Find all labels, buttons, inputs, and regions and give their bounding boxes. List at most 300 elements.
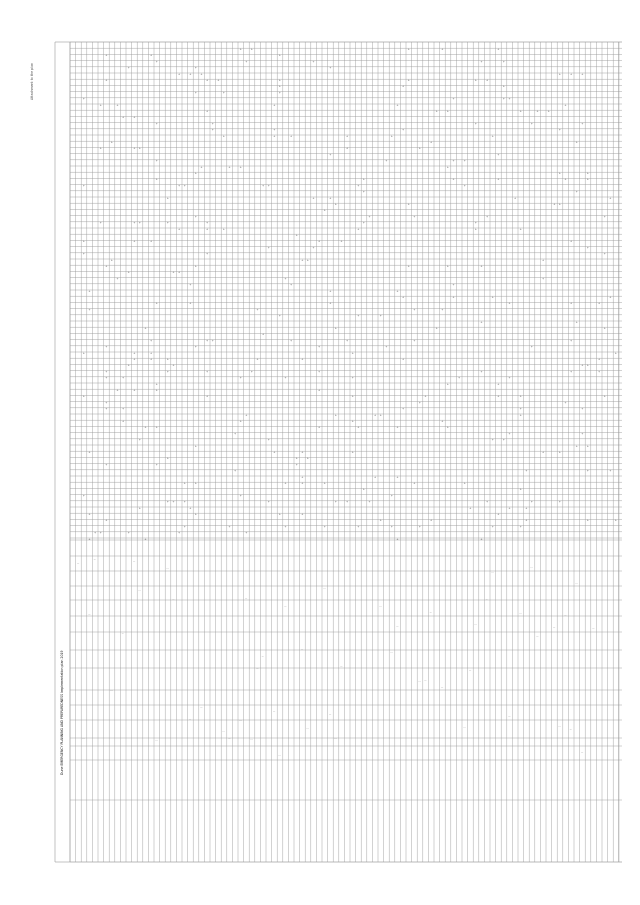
cell-mark: + — [323, 482, 326, 485]
cell-mark: + — [508, 302, 511, 306]
cell-mark: + — [603, 327, 606, 330]
cell-mark: + — [166, 370, 169, 374]
cell-mark: + — [262, 184, 265, 188]
cell-mark: + — [581, 122, 584, 126]
cell-mark: + — [88, 451, 91, 454]
cell-mark: + — [239, 376, 242, 380]
note-mark: ... — [328, 713, 332, 716]
cell-mark: + — [295, 234, 298, 237]
cell-mark: + — [306, 457, 309, 461]
cell-mark: + — [396, 426, 399, 430]
cell-mark: + — [435, 110, 438, 113]
cell-mark: + — [267, 500, 270, 504]
cell-mark: + — [122, 376, 125, 380]
note-mark: ... — [278, 754, 281, 757]
cell-mark: + — [329, 302, 332, 306]
cell-mark: + — [351, 451, 354, 454]
cell-mark: + — [122, 420, 125, 423]
note-mark: ... — [379, 605, 382, 608]
cell-mark: + — [491, 134, 494, 138]
cell-mark: + — [256, 358, 259, 361]
cell-mark: + — [463, 159, 466, 163]
cell-mark: + — [570, 339, 573, 343]
cell-mark: + — [295, 463, 298, 467]
cell-mark: + — [519, 488, 522, 492]
note-mark: ... — [463, 726, 466, 729]
cell-mark: + — [206, 339, 209, 343]
note-mark: ... — [110, 689, 113, 692]
cell-mark: + — [99, 531, 102, 535]
note-mark: ... — [530, 566, 533, 569]
cell-mark: + — [508, 97, 511, 101]
note-mark: ... — [569, 728, 573, 731]
cell-mark: + — [194, 265, 197, 268]
cell-mark: + — [480, 370, 483, 374]
cell-mark: + — [172, 500, 175, 504]
cell-mark: + — [362, 221, 365, 225]
cell-mark: + — [508, 376, 511, 380]
cell-mark: + — [150, 54, 153, 58]
note-mark: ... — [228, 737, 231, 740]
cell-mark: + — [452, 97, 455, 101]
cell-mark: + — [284, 482, 287, 485]
cell-mark: + — [474, 122, 477, 126]
cell-mark: + — [334, 203, 337, 206]
cell-mark: + — [116, 389, 119, 392]
cell-mark: + — [105, 54, 108, 58]
cell-mark: + — [105, 79, 108, 82]
cell-mark: + — [570, 302, 573, 306]
cell-mark: + — [581, 72, 584, 76]
cell-mark: + — [530, 500, 533, 504]
cell-mark: + — [194, 345, 197, 349]
cell-mark: + — [441, 308, 444, 312]
note-mark: ... — [166, 567, 169, 570]
cell-mark: + — [413, 308, 416, 312]
note-mark: ... — [519, 612, 522, 615]
cell-mark: + — [435, 327, 438, 330]
cell-mark: + — [586, 444, 589, 448]
cell-mark: + — [497, 382, 500, 386]
note-mark: ... — [121, 632, 125, 635]
cell-mark: + — [530, 122, 533, 126]
cell-mark: + — [122, 407, 125, 411]
cell-mark: + — [290, 339, 293, 343]
cell-mark: + — [346, 500, 349, 504]
cell-mark: + — [189, 72, 192, 76]
note-mark: ... — [580, 751, 584, 754]
cell-mark: + — [183, 525, 186, 529]
cell-mark: + — [312, 246, 315, 250]
cell-mark: + — [88, 308, 91, 312]
note-mark: ... — [491, 571, 494, 574]
cell-mark: + — [502, 60, 505, 64]
cell-mark: + — [273, 134, 276, 138]
cell-mark: + — [463, 184, 466, 188]
note-mark: ... — [440, 686, 444, 689]
approval-note: Attachment to the plan — [30, 62, 34, 100]
note-mark: ... — [132, 560, 136, 563]
cell-mark: + — [166, 457, 169, 461]
cell-mark: + — [402, 407, 405, 411]
cell-mark: + — [318, 426, 321, 430]
cell-mark: + — [508, 432, 511, 436]
cell-mark: + — [558, 172, 561, 175]
cell-mark: + — [323, 209, 326, 213]
cell-mark: + — [222, 134, 225, 138]
cell-mark: + — [138, 221, 141, 225]
note-mark: ... — [82, 737, 85, 740]
cell-mark: + — [256, 308, 259, 312]
cell-mark: + — [178, 72, 181, 76]
cell-mark: + — [189, 506, 192, 510]
cell-mark: + — [480, 320, 483, 324]
note-mark: ... — [340, 665, 343, 668]
cell-mark: + — [598, 370, 601, 374]
cell-mark: + — [155, 426, 158, 430]
cell-mark: + — [206, 370, 209, 374]
cell-mark: + — [575, 141, 578, 144]
cell-mark: + — [284, 525, 287, 529]
cell-mark: + — [334, 500, 337, 504]
cell-mark: + — [194, 66, 197, 70]
cell-mark: + — [318, 389, 321, 392]
cell-mark: + — [446, 165, 449, 169]
cell-mark: + — [206, 79, 209, 82]
cell-mark: + — [94, 531, 97, 535]
cell-mark: + — [144, 537, 147, 541]
cell-mark: + — [396, 475, 399, 479]
cell-mark: + — [441, 420, 444, 423]
cell-mark: + — [514, 196, 517, 200]
cell-mark: + — [267, 246, 270, 250]
note-mark: ... — [474, 623, 477, 626]
cell-mark: + — [155, 178, 158, 182]
cell-mark: + — [105, 463, 108, 467]
cell-mark: + — [301, 358, 304, 361]
cell-mark: + — [105, 401, 108, 405]
cell-mark: + — [239, 165, 242, 169]
note-mark: ... — [390, 651, 393, 654]
note-mark: ... — [188, 718, 192, 721]
cell-mark: + — [306, 258, 309, 262]
cell-mark: + — [402, 85, 405, 89]
note-mark: ... — [575, 582, 578, 585]
cell-mark: + — [273, 451, 276, 454]
note-mark: ... — [592, 627, 595, 630]
cell-mark: + — [351, 420, 354, 423]
note-mark: ... — [88, 613, 91, 616]
cell-mark: + — [312, 196, 315, 200]
cell-mark: + — [278, 314, 281, 318]
page-title: Dune EMERGENCY PLANNING AND PREPAREDNESS Implementation plan 2019 — [60, 650, 64, 775]
cell-mark: + — [334, 413, 337, 417]
cell-mark: + — [575, 320, 578, 324]
note-mark: ... — [138, 589, 141, 592]
note-mark: ... — [200, 706, 203, 709]
cell-mark: + — [138, 506, 141, 510]
cell-mark: + — [99, 147, 102, 151]
cell-mark: + — [105, 370, 108, 374]
cell-mark: + — [133, 147, 136, 151]
cell-mark: + — [614, 519, 617, 523]
cell-mark: + — [127, 531, 130, 535]
cell-mark: + — [357, 184, 360, 188]
cell-mark: + — [446, 426, 449, 430]
cell-mark: + — [542, 258, 545, 262]
cell-mark: + — [206, 110, 209, 113]
cell-mark: + — [558, 128, 561, 132]
cell-mark: + — [351, 351, 354, 355]
cell-mark: + — [290, 283, 293, 287]
cell-mark: + — [586, 172, 589, 175]
cell-mark: + — [586, 469, 589, 473]
cell-mark: + — [155, 159, 158, 163]
cell-mark: + — [245, 413, 248, 417]
cell-mark: + — [390, 134, 393, 138]
cell-mark: + — [183, 500, 186, 504]
cell-mark: + — [519, 407, 522, 411]
cell-mark: + — [166, 221, 169, 225]
cell-mark: + — [346, 147, 349, 151]
cell-mark: + — [402, 296, 405, 299]
cell-mark: + — [396, 289, 399, 293]
cell-mark: + — [228, 165, 231, 169]
cell-mark: + — [155, 302, 158, 306]
cell-mark: + — [407, 265, 410, 268]
cell-mark: + — [278, 79, 281, 82]
cell-mark: + — [133, 116, 136, 120]
cell-mark: + — [357, 314, 360, 318]
cell-mark: + — [178, 271, 181, 275]
cell-mark: + — [553, 203, 556, 206]
cell-mark: + — [211, 122, 214, 126]
cell-mark: + — [575, 444, 578, 448]
note-mark: ... — [485, 598, 489, 601]
cell-mark: + — [340, 240, 343, 244]
cell-mark: + — [586, 178, 589, 182]
cell-mark: + — [206, 227, 209, 231]
cell-mark: + — [390, 525, 393, 529]
cell-mark: + — [402, 358, 405, 361]
cell-mark: + — [144, 327, 147, 330]
cell-mark: + — [362, 488, 365, 492]
cell-mark: + — [194, 172, 197, 175]
cell-mark: + — [368, 215, 371, 219]
cell-mark: + — [570, 240, 573, 244]
cell-mark: + — [329, 196, 332, 200]
cell-mark: + — [407, 48, 410, 51]
note-mark: ... — [334, 737, 337, 740]
cell-mark: + — [351, 376, 354, 380]
cell-mark: + — [318, 370, 321, 374]
cell-mark: + — [105, 345, 108, 349]
note-mark: ... — [261, 655, 265, 658]
cell-mark: + — [357, 227, 360, 231]
cell-mark: + — [295, 457, 298, 461]
cell-mark: + — [530, 345, 533, 349]
cell-mark: + — [110, 141, 113, 144]
cell-mark: + — [82, 252, 85, 256]
cell-mark: + — [357, 525, 360, 529]
cell-mark: + — [598, 302, 601, 306]
cell-mark: + — [497, 178, 500, 182]
cell-mark: + — [469, 506, 472, 510]
cell-mark: + — [346, 339, 349, 343]
cell-mark: + — [413, 482, 416, 485]
cell-mark: + — [82, 97, 85, 101]
cell-mark: + — [368, 500, 371, 504]
cell-mark: + — [116, 277, 119, 281]
cell-mark: + — [105, 376, 108, 380]
cell-mark: + — [558, 72, 561, 76]
cell-mark: + — [284, 376, 287, 380]
cell-mark: + — [206, 252, 209, 256]
note-mark: ... — [250, 738, 253, 741]
cell-mark: + — [480, 265, 483, 268]
note-mark: ... — [323, 587, 326, 590]
cell-mark: + — [441, 48, 444, 51]
cell-mark: + — [239, 48, 242, 51]
cell-mark: + — [603, 215, 606, 219]
cell-mark: + — [323, 525, 326, 529]
cell-mark: + — [452, 296, 455, 299]
cell-mark: + — [222, 227, 225, 231]
cell-mark: + — [88, 537, 91, 541]
cell-mark: + — [379, 314, 382, 318]
cell-mark: + — [362, 190, 365, 194]
cell-mark: + — [480, 60, 483, 64]
cell-mark: + — [614, 351, 617, 355]
cell-mark: + — [430, 141, 433, 144]
cell-mark: + — [418, 525, 421, 529]
cell-mark: + — [609, 469, 612, 473]
cell-mark: + — [486, 215, 489, 219]
note-mark: ... — [396, 625, 399, 628]
note-mark: ... — [284, 605, 287, 608]
cell-mark: + — [194, 91, 197, 95]
cell-mark: + — [329, 66, 332, 70]
cell-mark: + — [497, 48, 500, 51]
cell-mark: + — [206, 221, 209, 225]
cell-mark: + — [463, 482, 466, 485]
cell-mark: + — [385, 345, 388, 349]
cell-mark: + — [418, 147, 421, 151]
cell-mark: + — [570, 370, 573, 374]
cell-mark: + — [228, 525, 231, 529]
cell-mark: + — [301, 513, 304, 516]
cell-mark: + — [351, 395, 354, 399]
cell-mark: + — [278, 54, 281, 58]
cell-mark: + — [575, 190, 578, 194]
cell-mark: + — [525, 469, 528, 473]
note-mark: ... — [558, 725, 561, 728]
cell-mark: + — [603, 252, 606, 256]
cell-mark: + — [110, 258, 113, 262]
cell-mark: + — [273, 128, 276, 132]
cell-mark: + — [133, 358, 136, 361]
cell-mark: + — [105, 265, 108, 268]
cell-mark: + — [558, 500, 561, 504]
cell-mark: + — [502, 438, 505, 442]
cell-mark: + — [82, 494, 85, 498]
cell-mark: + — [278, 91, 281, 95]
cell-mark: + — [105, 519, 108, 523]
cell-mark: + — [318, 240, 321, 244]
cell-mark: + — [99, 221, 102, 225]
cell-mark: + — [312, 60, 315, 64]
cell-mark: + — [172, 364, 175, 368]
note-mark: ... — [418, 680, 421, 683]
cell-mark: + — [430, 519, 433, 523]
cell-mark: + — [150, 358, 153, 361]
cell-mark: + — [82, 351, 85, 355]
cell-mark: + — [99, 103, 102, 107]
note-mark: ... — [155, 739, 158, 742]
cell-mark: + — [542, 277, 545, 281]
note-mark: ... — [93, 558, 97, 561]
cell-mark: + — [497, 513, 500, 516]
cell-mark: + — [234, 432, 237, 436]
note-mark: ... — [508, 715, 511, 718]
cell-mark: + — [155, 382, 158, 386]
cell-mark: + — [586, 246, 589, 250]
cell-mark: + — [418, 401, 421, 405]
cell-mark: + — [144, 426, 147, 430]
note-mark: ... — [244, 597, 248, 600]
cell-mark: + — [273, 103, 276, 107]
cell-mark: + — [491, 438, 494, 442]
cell-mark: + — [413, 215, 416, 219]
cell-mark: + — [474, 79, 477, 82]
cell-mark: + — [446, 382, 449, 386]
cell-mark: + — [446, 265, 449, 268]
cell-mark: + — [278, 513, 281, 516]
cell-mark: + — [525, 506, 528, 510]
cell-mark: + — [564, 401, 567, 405]
cell-mark: + — [318, 345, 321, 349]
cell-mark: + — [519, 413, 522, 417]
cell-mark: + — [217, 79, 220, 82]
cell-mark: + — [194, 513, 197, 516]
cell-mark: + — [284, 277, 287, 281]
note-mark: ... — [76, 562, 80, 565]
cell-mark: + — [491, 525, 494, 529]
cell-mark: + — [138, 147, 141, 151]
cell-mark: + — [211, 339, 214, 343]
cell-mark: + — [357, 426, 360, 430]
cell-mark: + — [486, 500, 489, 504]
note-mark: ... — [468, 669, 472, 672]
note-mark: ... — [239, 719, 242, 722]
cell-mark: + — [239, 420, 242, 423]
note-mark: ... — [272, 710, 276, 713]
cell-mark: + — [88, 289, 91, 293]
cell-mark: + — [547, 110, 550, 113]
cell-mark: + — [133, 351, 136, 355]
cell-mark: + — [290, 134, 293, 138]
cell-mark: + — [525, 519, 528, 523]
cell-mark: + — [245, 60, 248, 64]
cell-mark: + — [250, 48, 253, 51]
cell-mark: + — [413, 339, 416, 343]
cell-mark: + — [497, 395, 500, 399]
note-mark: ... — [222, 730, 225, 733]
cell-mark: + — [155, 463, 158, 467]
cell-mark: + — [402, 128, 405, 132]
cell-mark: + — [200, 72, 203, 76]
cell-mark: + — [239, 494, 242, 498]
